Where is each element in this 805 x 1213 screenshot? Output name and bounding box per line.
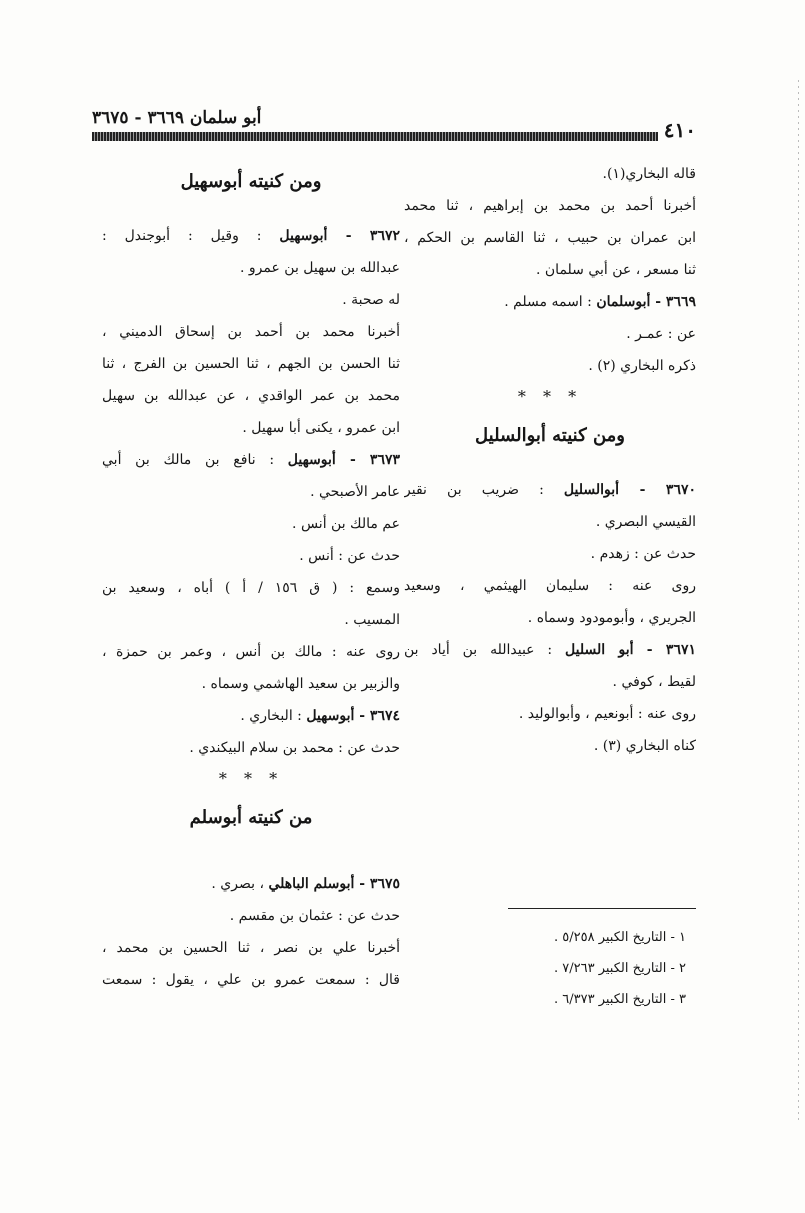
page-number: ٤١٠: [658, 118, 696, 142]
text-line: أخبرنا محمد بن أحمد بن إسحاق الدميني ،: [102, 324, 400, 340]
text-line: له صحبة .: [342, 292, 400, 308]
entry-heading: ٣٦٧١ - أبو السليل: [565, 642, 696, 658]
text-line: قال : سمعت عمرو بن علي ، يقول : سمعت: [102, 972, 400, 988]
entry-text: : البخاري .: [240, 708, 307, 724]
text-line: لقيط ، كوفي .: [612, 674, 696, 690]
entry-heading: ٣٦٧٣ - أبوسهيل: [287, 452, 400, 468]
text-line: عبدالله بن سهيل بن عمرو .: [240, 260, 400, 276]
entry-text: : نافع بن مالك بن أبي: [102, 452, 288, 468]
section-heading-abu-salm: من كنيته أبوسلم: [189, 807, 313, 828]
entry-3669: [404, 286, 696, 318]
text-line: أخبرنا أحمد بن محمد بن إبراهيم ، ثنا محمد: [404, 198, 696, 214]
entry-3673: [102, 444, 400, 476]
footnote: ١ - التاريخ الكبير ٥/٢٥٨ .: [554, 930, 686, 945]
entry-3675: [102, 868, 400, 900]
text-line: وسمع : ( ق ١٥٦ / أ ) أباه ، وسعيد بن: [102, 580, 400, 596]
text-line: عم مالك بن أنس .: [292, 516, 400, 532]
entry-heading: ٣٦٧٤ - أبوسهيل: [306, 708, 400, 724]
text-line: حدث عن : أنس .: [299, 548, 400, 564]
section-heading-abu-suhayl: ومن كنيته أبوسهيل: [180, 171, 322, 192]
section-heading-abu-al-sulayl: ومن كنيته أبوالسليل: [475, 425, 625, 446]
entry-3670: [404, 474, 696, 506]
entry-3674: [102, 700, 400, 732]
right-column: [404, 158, 696, 762]
footnotes: [500, 922, 686, 1015]
entry-heading: ٣٦٧٥ - أبوسلم الباهلي: [268, 876, 400, 892]
entry-text: : وقيل : أبوجندل :: [102, 228, 280, 244]
entry-text: : ضريب بن نقير: [404, 482, 564, 498]
entry-heading: ٣٦٦٩ - أبوسلمان: [596, 294, 696, 310]
text-line: عن : عمـر .: [626, 326, 696, 342]
text-line: حدث عن : محمد بن سلام البيكندي .: [189, 740, 400, 756]
text-line: محمد بن عمر الواقدي ، عن عبدالله بن سهيل: [102, 388, 400, 404]
running-header: [92, 108, 696, 148]
footnote: ٢ - التاريخ الكبير ٧/٢٦٣ .: [554, 961, 686, 976]
section-separator: * * *: [517, 387, 583, 406]
scan-edge: [798, 80, 799, 1120]
left-column: [102, 158, 400, 996]
text-line: القيسي البصري .: [595, 514, 696, 530]
text-line: حدث عن : زهدم .: [590, 546, 696, 562]
text-line: ابن عمران بن حبيب ، ثنا القاسم بن الحكم ،: [404, 230, 696, 246]
text-line: كناه البخاري (٣) .: [593, 738, 696, 754]
text-line: الجريري ، وأبومودود وسماه .: [527, 610, 696, 626]
text-line: ثنا الحسن بن الجهم ، ثنا الحسين بن الفرج ، ثنا: [102, 356, 400, 372]
text-line: ثنا مسعر ، عن أبي سلمان .: [536, 262, 696, 278]
text-line: روى عنه : أبونعيم ، وأبوالوليد .: [518, 706, 696, 722]
footnote: ٣ - التاريخ الكبير ٦/٣٧٣ .: [554, 992, 686, 1007]
header-title: أبو سلمان ٣٦٦٩ - ٣٦٧٥: [92, 108, 269, 128]
entry-3672: [102, 220, 400, 252]
entry-text: : عبيدالله بن أياد بن: [404, 642, 566, 658]
entry-heading: ٣٦٧٢ - أبوسهيل: [279, 228, 400, 244]
text-line: ابن عمرو ، يكنى أبا سهيل .: [242, 420, 400, 436]
entry-3671: [404, 634, 696, 666]
footnote-divider: [508, 908, 696, 909]
text-line: المسيب .: [344, 612, 400, 628]
entry-heading: ٣٦٧٠ - أبوالسليل: [563, 482, 696, 498]
section-separator: * * *: [218, 769, 284, 788]
text-line: روى عنه : سليمان الهيثمي ، وسعيد: [404, 578, 696, 594]
entry-text: ، بصري .: [211, 876, 269, 892]
header-rule: [92, 132, 696, 141]
entry-text: : اسمه مسلم .: [504, 294, 597, 310]
text-line: عامر الأصبحي .: [310, 484, 400, 500]
text-line: روى عنه : مالك بن أنس ، وعمر بن حمزة ،: [102, 644, 400, 660]
text-line: أخبرنا علي بن نصر ، ثنا الحسين بن محمد ،: [102, 940, 400, 956]
text-line: حدث عن : عثمان بن مقسم .: [229, 908, 400, 924]
text-line: قاله البخاري(١).: [602, 166, 696, 182]
text-line: ذكره البخاري (٢) .: [588, 358, 696, 374]
text-line: والزبير بن سعيد الهاشمي وسماه .: [201, 676, 400, 692]
